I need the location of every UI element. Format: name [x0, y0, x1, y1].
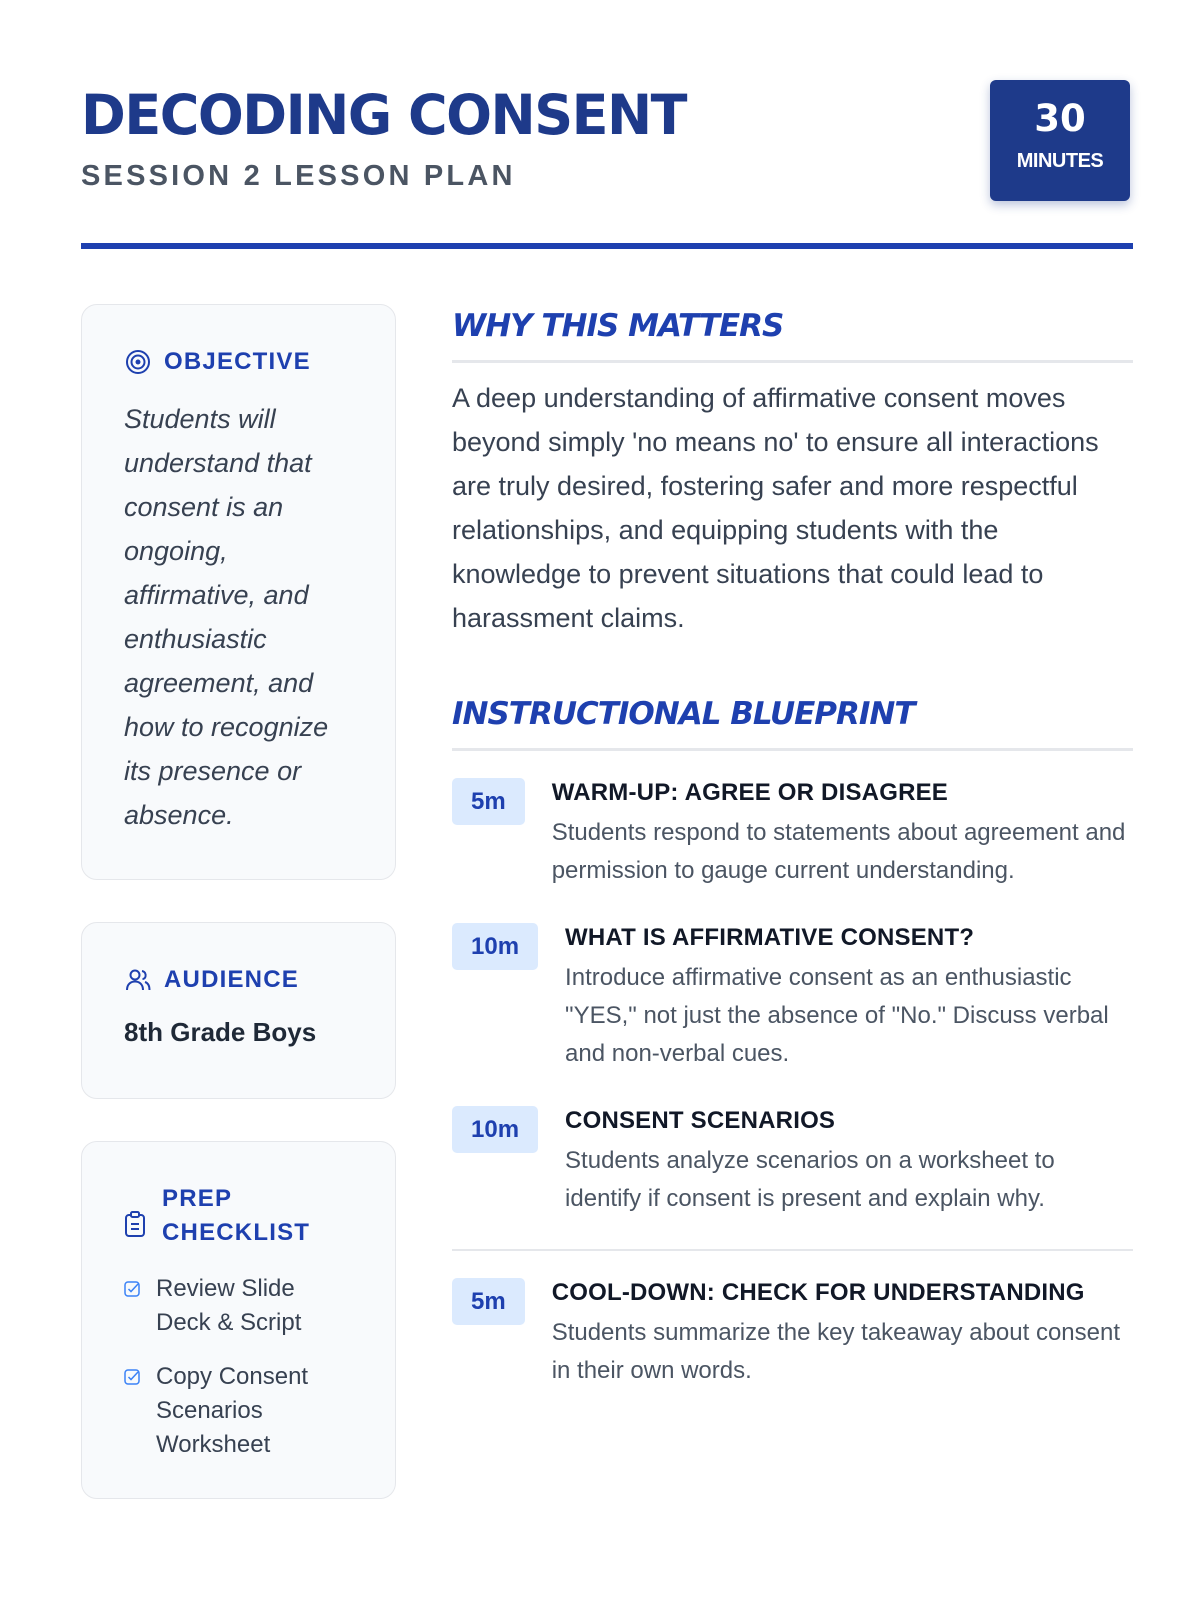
page-title: DECODING CONSENT: [81, 82, 687, 148]
checklist-item-label: Copy Consent Scenarios Worksheet: [156, 1363, 309, 1458]
audience-header: [124, 963, 355, 997]
prep-checklist-card: [81, 1141, 396, 1499]
header-divider: [81, 243, 1133, 249]
blueprint-step: [452, 776, 1133, 890]
objective-label: OBJECTIVE: [164, 348, 311, 375]
target-icon: [124, 348, 152, 376]
step-divider: [452, 1249, 1133, 1251]
step-description: Introduce affirmative consent as an enthusiastic "YES," not just the absence of "No." Discuss verbal and non-verbal cues.: [565, 964, 1109, 1067]
prep-checklist: [124, 1272, 355, 1462]
step-name: WARM-UP: AGREE OR DISAGREE: [551, 779, 949, 806]
objective-text: Students will understand that consent is an ongoing, affirmative, and enthusiastic agreement, and how to recognize its presence or absence.: [124, 404, 329, 830]
step-body: [552, 776, 1133, 890]
objective-header: [124, 345, 355, 379]
step-description: Students respond to statements about agreement and permission to gauge current understanding.: [551, 819, 1126, 884]
clipboard-icon: [124, 1210, 146, 1238]
prep-label: PREP CHECKLIST: [162, 1185, 311, 1246]
blueprint-step: [452, 1276, 1133, 1390]
page-subtitle: SESSION 2 LESSON PLAN: [81, 160, 516, 192]
step-name: COOL-DOWN: CHECK FOR UNDERSTANDING: [551, 1279, 1085, 1306]
audience-label: AUDIENCE: [164, 966, 299, 993]
step-body: [565, 921, 1133, 1073]
prep-header: [124, 1182, 355, 1250]
page-header: [81, 80, 1133, 200]
step-time-badge: 10m: [452, 1106, 538, 1153]
step-body: [552, 1276, 1133, 1390]
step-description: Students summarize the key takeaway about consent in their own words.: [551, 1319, 1120, 1384]
why-section-body: A deep understanding of affirmative consent moves beyond simply 'no means no' to ensure all interactions are truly desired, fostering safer and more respectful relationships, and equipping students with the knowledge to prevent situations that could lead to harassment claims.: [452, 383, 1099, 633]
step-name: CONSENT SCENARIOS: [565, 1107, 836, 1134]
blueprint-section-title: INSTRUCTIONAL BLUEPRINT: [452, 694, 1133, 751]
duration-value: 30: [1034, 97, 1086, 140]
step-time-badge: 5m: [452, 778, 525, 825]
step-description: Students analyze scenarios on a worksheet to identify if consent is present and explain why.: [565, 1147, 1055, 1212]
objective-card: [81, 304, 396, 880]
duration-badge: [990, 80, 1130, 201]
users-icon: [124, 966, 152, 994]
why-section-title: WHY THIS MATTERS: [452, 306, 1133, 363]
checklist-item[interactable]: [124, 1272, 355, 1340]
step-time-badge: 5m: [452, 1278, 525, 1325]
step-name: WHAT IS AFFIRMATIVE CONSENT?: [565, 924, 975, 951]
check-square-icon[interactable]: [124, 1369, 140, 1385]
blueprint-step: [452, 921, 1133, 1073]
duration-unit: MINUTES: [1016, 150, 1104, 172]
audience-card: [81, 922, 396, 1099]
audience-text: 8th Grade Boys: [124, 1017, 317, 1047]
blueprint-step: [452, 1104, 1133, 1218]
checklist-item[interactable]: [124, 1360, 355, 1462]
step-time-badge: 10m: [452, 923, 538, 970]
check-square-icon[interactable]: [124, 1281, 140, 1297]
step-body: [565, 1104, 1133, 1218]
checklist-item-label: Review Slide Deck & Script: [156, 1275, 302, 1336]
